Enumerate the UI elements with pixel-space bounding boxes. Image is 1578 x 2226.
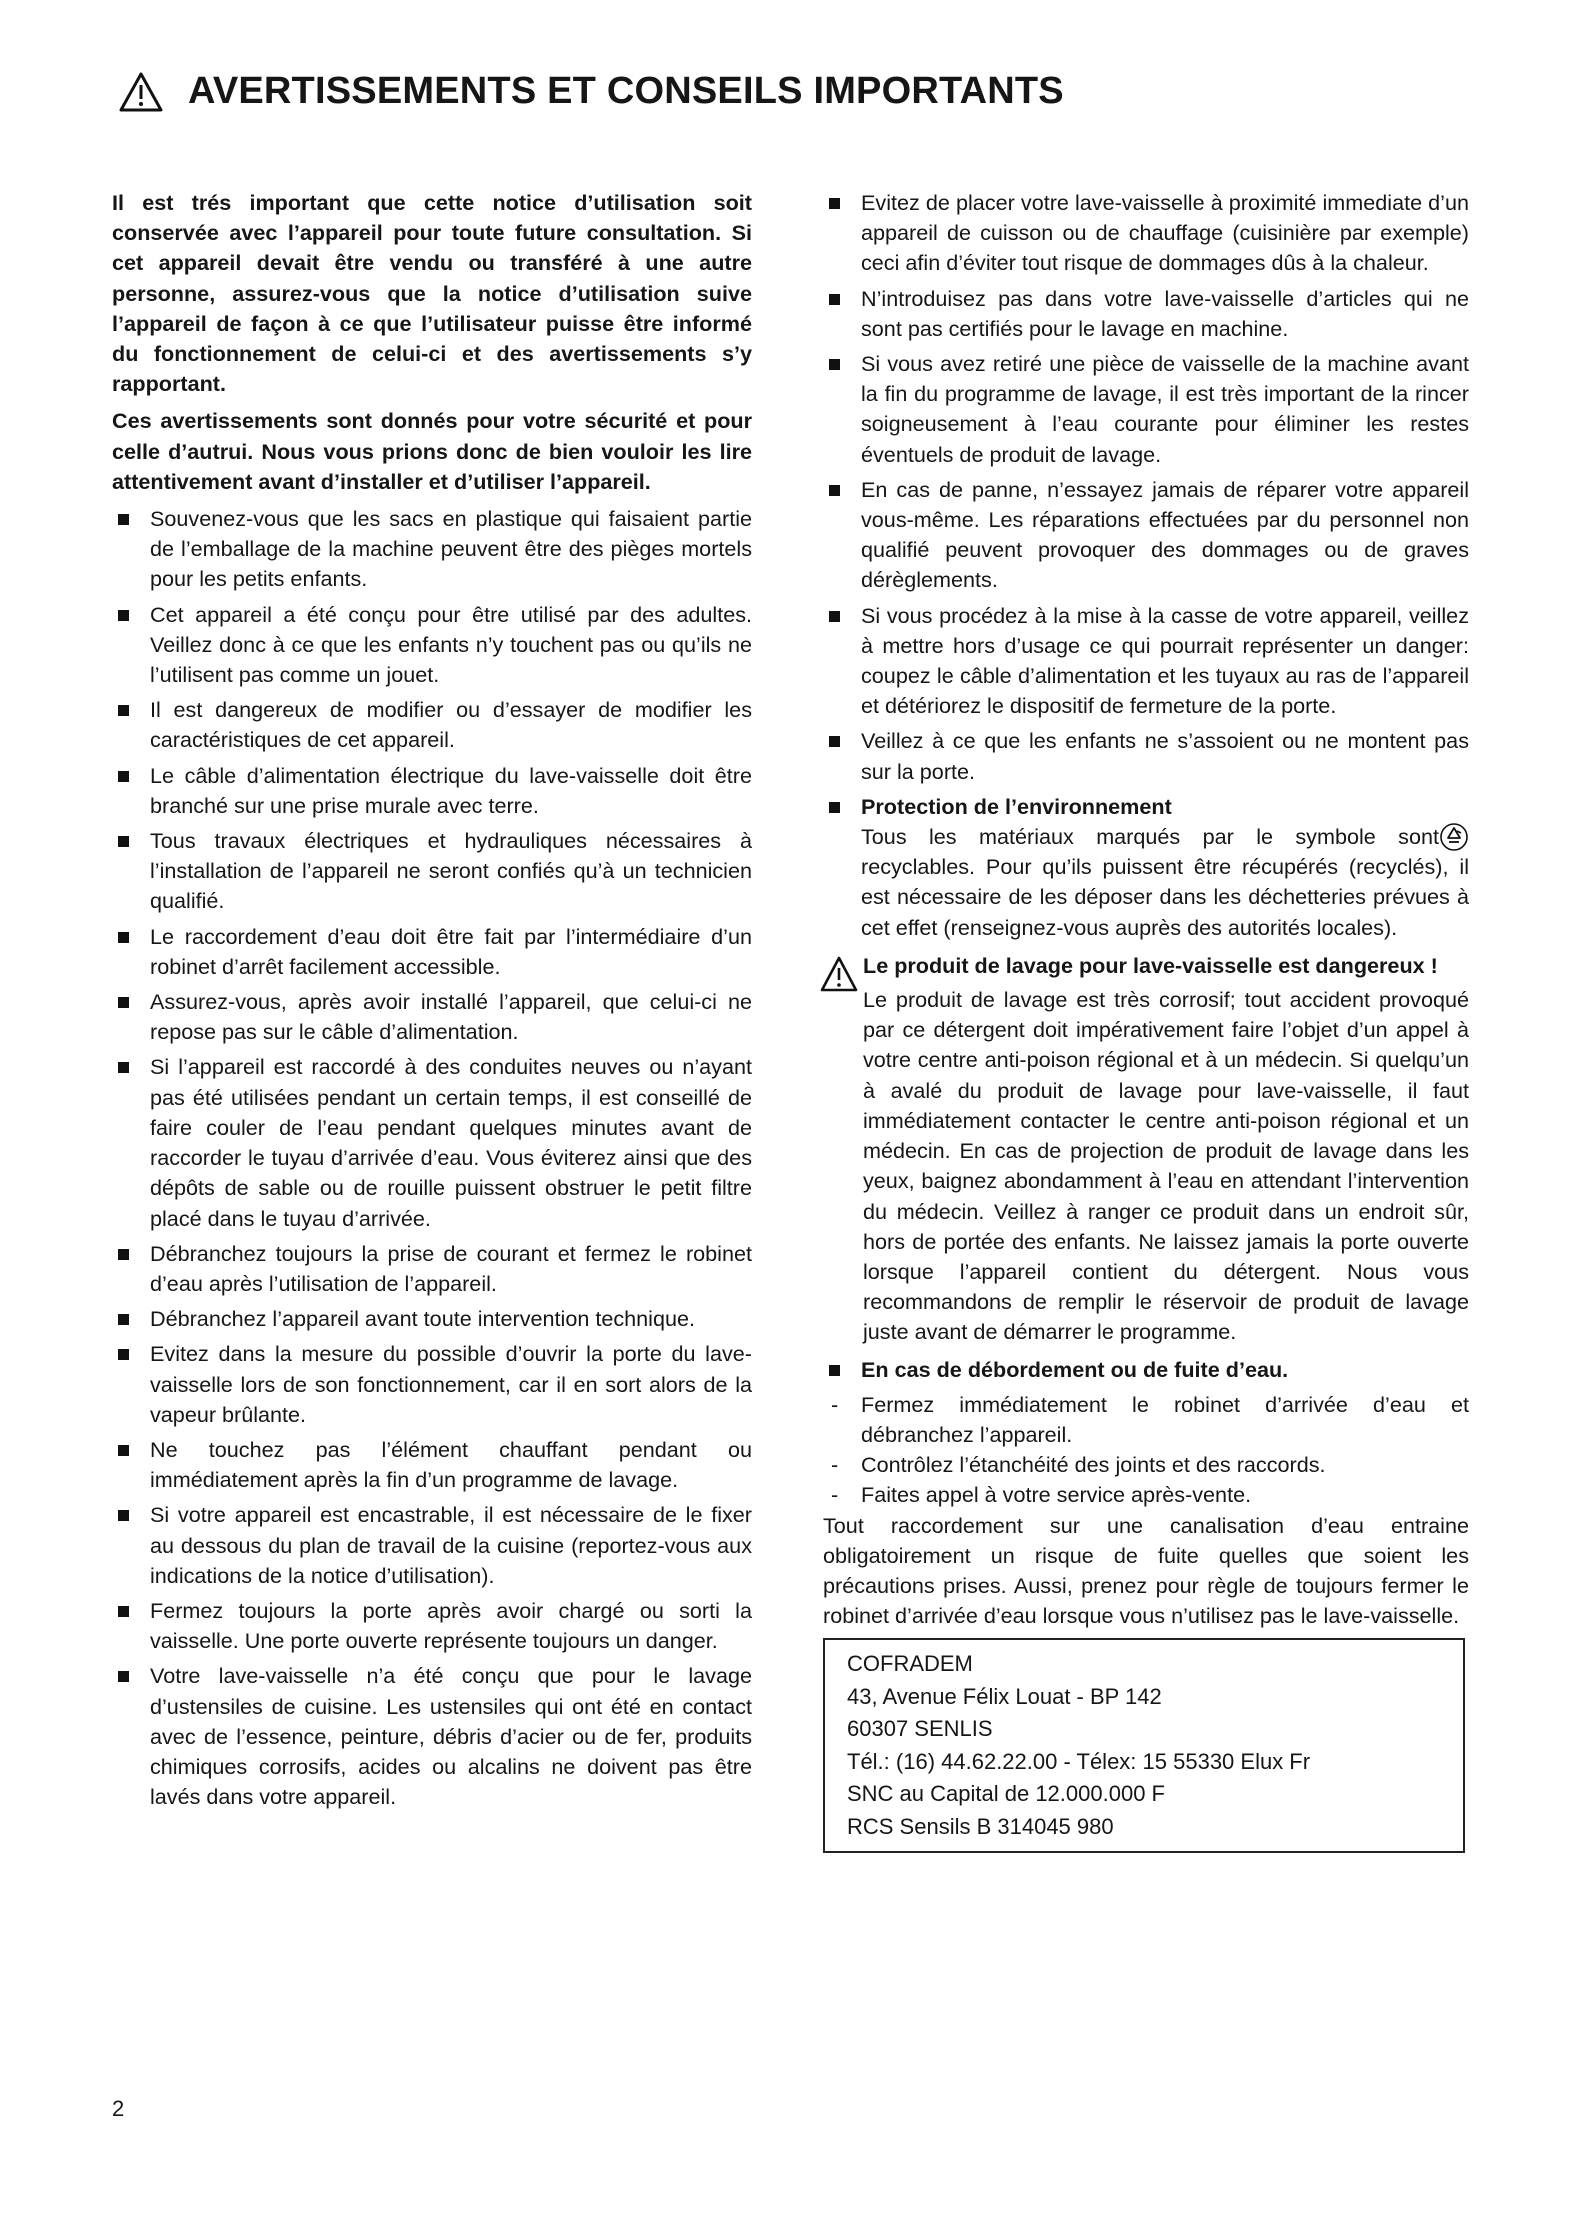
- address-line: Tél.: (16) 44.62.22.00 - Télex: 15 55330 Elux Fr: [847, 1748, 1311, 1774]
- list-item: Fermez toujours la porte après avoir chargé ou sorti la vaisselle. Une porte ouverte représente toujours un danger.: [112, 1596, 752, 1656]
- right-column: [823, 188, 1469, 1853]
- list-item: Il est dangereux de modifier ou d’essayer de modifier les caractéristiques de cet appareil.: [112, 695, 752, 755]
- list-item: Si l’appareil est raccordé à des conduites neuves ou n’ayant pas été utilisées pendant un certain temps, il est conseillé de faire couler de l’eau pendant quelques minutes avant de raccorder le tuyau d’arrivée d’eau. Vous éviterez ainsi que des dépôts de sable ou de rouille puissent obstruer le petit filtre placé dans le tuyau d’arrivée.: [112, 1052, 752, 1233]
- list-item: Si vous procédez à la mise à la casse de votre appareil, veillez à mettre hors d’usage ce qui pourrait représenter un danger: coupez le câble d’alimentation et les tuyaux au ras de l’appareil et détériorez le dispositif de fermeture de la porte.: [823, 601, 1469, 722]
- address-line: COFRADEM: [847, 1651, 973, 1677]
- list-item: Evitez de placer votre lave-vaisselle à proximité immediate d’un appareil de cuisson ou de chauffage (cuisinière par exemple) ceci afin d’éviter tout risque de dommages dûs à la chaleur.: [823, 188, 1469, 279]
- list-item: Veillez à ce que les enfants ne s’assoient ou ne montent pas sur la porte.: [823, 726, 1469, 786]
- list-item: Si vous avez retiré une pièce de vaisselle de la machine avant la fin du programme de lavage, il est très important de la rincer soigneusement à l’eau courante pour éliminer les restes éventuels de produit de lavage.: [823, 349, 1469, 470]
- leak-text: Tout raccordement sur une canalisation d’eau entraine obligatoirement un risque de fuite quelles que soient les précautions prises. Aussi, prenez pour règle de toujours fermer le robinet d’arrivée d’eau lorsque vous n’utilisez pas le lave-vaisselle.: [823, 1512, 1469, 1629]
- environment-section: [823, 792, 1469, 943]
- list-item: Débranchez toujours la prise de courant et fermez le robinet d’eau après l’utilisation de l’appareil.: [112, 1239, 752, 1299]
- list-item: Votre lave-vaisselle n’a été conçu que pour le lavage d’ustensiles de cuisine. Les ustensiles qui ont été en contact avec de l’essence, peinture, débris d’acier ou de fer, produits chimiques corrosifs, acides ou alcalins ne doivent pas être lavés dans votre appareil.: [112, 1661, 752, 1812]
- warning-triangle-icon: [118, 71, 164, 113]
- list-item: N’introduisez pas dans votre lave-vaisselle d’articles qui ne sont pas certifiés pour le lavage en machine.: [823, 284, 1469, 344]
- list-item: Le câble d’alimentation électrique du lave-vaisselle doit être branché sur une prise murale avec terre.: [112, 761, 752, 821]
- left-bullet-list: [112, 504, 752, 1812]
- intro-paragraph-2: Ces avertissements sont donnés pour votre sécurité et pour celle d’autrui. Nous vous prions donc de bien vouloir les lire attentivement avant d’installer et d’utiliser l’appareil.: [112, 408, 752, 494]
- detergent-warning-text: Le produit de lavage est très corrosif; tout accident provoqué par ce détergent doit impérativement faire l’objet d’un appel à votre centre anti-poison régional et à un médecin. Si quelqu’un à avalé du produit de lavage pour lave-vaisselle, il faut immédiatement contacter le centre anti-poison régional et un médecin. En cas de projection de produit de lavage dans les yeux, baignez abondamment à l’eau en attendant l’intervention du médecin. Veillez à ranger ce produit dans un endroit sûr, hors de portée des enfants. Ne laissez jamais la porte ouverte lorsque l’appareil contient du détergent. Nous vous recommandons de remplir le réservoir de produit de lavage juste avant de démarrer le programme.: [863, 987, 1469, 1345]
- list-item: Ne touchez pas l’élément chauffant pendant ou immédiatement après la fin d’un programme de lavage.: [112, 1435, 752, 1495]
- environment-heading: Protection de l’environnement: [861, 793, 1172, 819]
- leak-step: - Fermez immédiatement le robinet d’arrivée d’eau et débranchez l’appareil.: [823, 1390, 1469, 1450]
- address-box: [823, 1638, 1465, 1853]
- list-item: Cet appareil a été conçu pour être utilisé par des adultes. Veillez donc à ce que les enfants n’y touchent pas ou qu’ils ne l’utilisent pas comme un jouet.: [112, 600, 752, 691]
- environment-text-content: Tous les matériaux marqués par le symbole sont recyclables. Pour qu’ils puissent être récupérés (recyclés), il est nécessaire de les déposer dans les déchetteries prévues à cet effet (renseignez-vous auprès des autorités locales).: [861, 824, 1469, 940]
- list-item: Evitez dans la mesure du possible d’ouvrir la porte du lave-vaisselle lors de son fonctionnement, car il en sort alors de la vapeur brûlante.: [112, 1339, 752, 1430]
- page-number: 2: [112, 2096, 125, 2121]
- list-item: Assurez-vous, après avoir installé l’appareil, que celui-ci ne repose pas sur le câble d’alimentation.: [112, 987, 752, 1047]
- recycle-icon: [1439, 822, 1469, 852]
- intro-paragraph-1: Il est trés important que cette notice d’utilisation soit conservée avec l’appareil pour toute future consultation. Si cet appareil devait être vendu ou transféré à une autre personne, assurez-vous que la notice d’utilisation suive l’appareil de façon à ce que l’utilisateur puisse être informé du fonctionnement de celui-ci et des avertissements s’y rapportant.: [112, 190, 752, 397]
- warning-triangle-icon: [819, 955, 859, 993]
- leak-heading: En cas de débordement ou de fuite d’eau.: [823, 1355, 1469, 1385]
- address-line: RCS Sensils B 314045 980: [847, 1813, 1114, 1839]
- leak-section: [823, 1355, 1469, 1511]
- list-item: En cas de panne, n’essayez jamais de réparer votre appareil vous-même. Les réparations effectuées par du personnel non qualifié peuvent provoquer des dommages ou de graves dérèglements.: [823, 475, 1469, 596]
- detergent-warning: [823, 951, 1469, 981]
- detergent-warning-heading: Le produit de lavage pour lave-vaisselle est dangereux !: [863, 952, 1438, 978]
- environment-text: [861, 822, 1469, 943]
- page-title: [118, 70, 1418, 113]
- page-title-text: AVERTISSEMENTS ET CONSEILS IMPORTANTS: [188, 70, 1064, 112]
- address-line: 60307 SENLIS: [847, 1716, 993, 1742]
- list-item: Si votre appareil est encastrable, il est nécessaire de le fixer au dessous du plan de travail de la cuisine (reportez-vous aux indications de la notice d’utilisation).: [112, 1500, 752, 1591]
- list-item: Tous travaux électriques et hydrauliques nécessaires à l’installation de l’appareil ne seront confiés qu’à un technicien qualifié.: [112, 826, 752, 917]
- address-line: SNC au Capital de 12.000.000 F: [847, 1781, 1165, 1807]
- leak-step: - Contrôlez l’étanchéité des joints et des raccords.: [823, 1450, 1469, 1480]
- list-item: Souvenez-vous que les sacs en plastique qui faisaient partie de l’emballage de la machine peuvent être des pièges mortels pour les petits enfants.: [112, 504, 752, 595]
- leak-step: - Faites appel à votre service après-vente.: [823, 1480, 1469, 1510]
- right-bullet-list: [823, 188, 1469, 943]
- list-item: Débranchez l’appareil avant toute intervention technique.: [112, 1304, 752, 1334]
- left-column: [112, 188, 752, 1817]
- list-item: Le raccordement d’eau doit être fait par l’intermédiaire d’un robinet d’arrêt facilement accessible.: [112, 922, 752, 982]
- address-line: 43, Avenue Félix Louat - BP 142: [847, 1683, 1162, 1709]
